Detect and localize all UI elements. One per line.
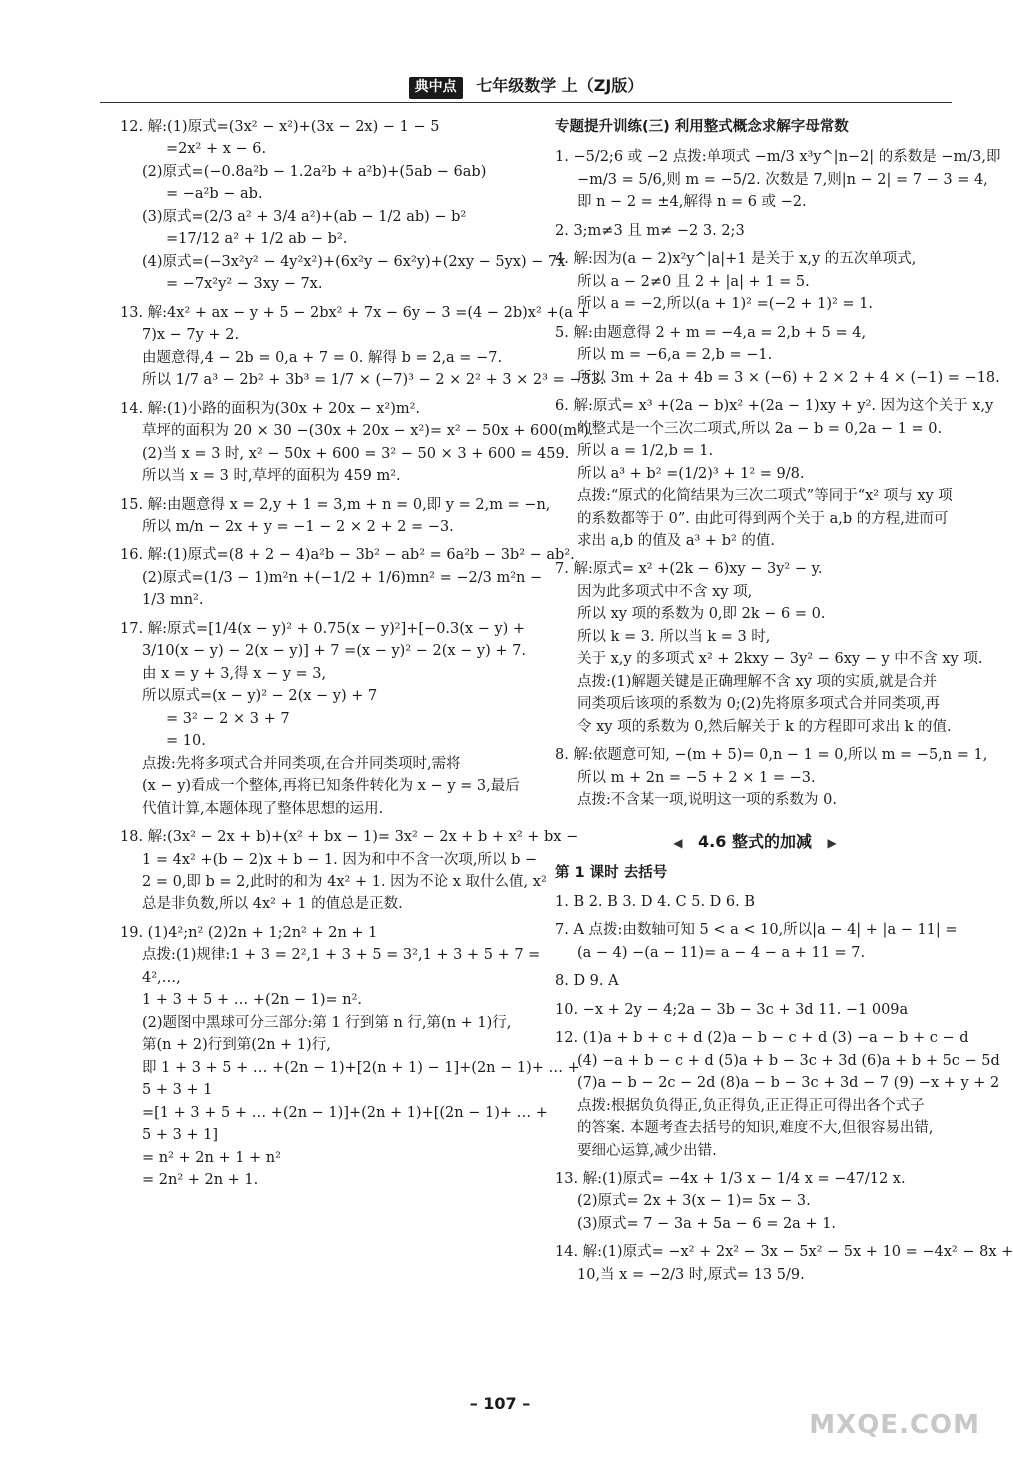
answer-r5 bbox=[555, 322, 1000, 389]
answer-line: 6. 解:原式= x³ +(2a − b)x² +(2a − 1)xy + y². 因为这个关于 x,y bbox=[555, 398, 994, 415]
answer-r7 bbox=[555, 558, 983, 738]
answer-line: (2)原式=(−0.8a²b − 1.2a²b + a²b)+(5ab − 6ab) bbox=[142, 163, 487, 180]
answer-line: = −7x²y² − 3xy − 7x. bbox=[166, 276, 323, 293]
answer-s8 bbox=[555, 970, 955, 992]
answer-line: =2x² + x − 6. bbox=[166, 141, 267, 158]
answer-18 bbox=[120, 826, 579, 916]
answer-line: 17. 解:原式=[1/4(x − y)² + 0.75(x − y)²]+[−0.3(x − y) + bbox=[120, 620, 526, 637]
answer-line: 所以 a − 2≠0 且 2 + |a| + 1 = 5. bbox=[577, 273, 810, 290]
answer-s1 bbox=[555, 891, 955, 913]
hint-line: = n² + 2n + 1 + n² bbox=[142, 1149, 281, 1166]
answer-line: (4)原式=(−3x²y² − 4y²x²)+(6x²y − 6x²y)+(2xy − 5yx) − 7x bbox=[142, 253, 566, 270]
answer-line: 12. 解:(1)原式=(3x² − x²)+(3x − 2x) − 1 − 5 bbox=[120, 119, 440, 135]
hint-line: = 2n² + 2n + 1. bbox=[142, 1172, 259, 1189]
answer-s12 bbox=[555, 1027, 1000, 1162]
answer-line: 5. 解:由题意得 2 + m = −4,a = 2,b + 5 = 4, bbox=[555, 324, 867, 341]
answer-r6 bbox=[555, 395, 994, 552]
answer-line: 7. A 点拨:由数轴可知 5 < a < 10,所以|a − 4| + |a − 11| = bbox=[555, 922, 958, 939]
answer-line: = −a²b − ab. bbox=[166, 186, 263, 203]
answer-line: (2)当 x = 3 时, x² − 50x + 600 = 3² − 50 × 3 + 600 = 459. bbox=[142, 445, 570, 462]
lesson-title: 第 1 课时 去括号 bbox=[555, 865, 668, 882]
answer-line: 4. 解:因为(a − 2)x²y^|a|+1 是关于 x,y 的五次单项式, bbox=[555, 251, 917, 268]
answer-line: (a − 4) −(a − 11)= a − 4 − a + 11 = 7. bbox=[577, 944, 866, 961]
answer-16 bbox=[120, 544, 575, 611]
section-title: 4.6 整式的加减 bbox=[698, 831, 812, 851]
page-number: – 107 – bbox=[469, 1394, 531, 1413]
answer-line: 3/10(x − y) − 2(x − y)] + 7 =(x − y)² − 2(x − y) + 7. bbox=[142, 643, 526, 660]
answer-line: 由 x = y + 3,得 x − y = 3, bbox=[142, 665, 327, 682]
hint-line: 点拨:(1)解题关键是正确理解不含 xy 项的实质,就是合并 bbox=[577, 673, 938, 690]
answer-line: 19. (1)4²;n² (2)2n + 1;2n² + 2n + 1 bbox=[120, 924, 378, 941]
answer-r2 bbox=[555, 220, 955, 242]
section-banner bbox=[555, 830, 955, 855]
answer-line: (2)原式= 2x + 3(x − 1)= 5x − 3. bbox=[577, 1193, 811, 1210]
answer-line: (3)原式=(2/3 a² + 3/4 a²)+(ab − 1/2 ab) − b² bbox=[142, 208, 467, 225]
answer-line: 13. 解:(1)原式= −4x + 1/3 x − 1/4 x = −47/12 x. bbox=[555, 1171, 906, 1188]
answer-14 bbox=[120, 398, 594, 488]
answer-line: 13. 解:4x² + ax − y + 5 − 2bx² + 7x − 6y − 3 =(4 − 2b)x² +(a + bbox=[120, 304, 590, 321]
hint-line: 的系数都等于 0”. 由此可得到两个关于 a,b 的方程,进而可 bbox=[577, 510, 949, 527]
answer-line: 1 = 4x² +(b − 2)x + b − 1. 因为和中不含一次项,所以 b − bbox=[142, 851, 538, 868]
book-title: 七年级数学 上（ZJ版） bbox=[476, 76, 644, 95]
answer-line: (3)原式= 7 − 3a + 5a − 6 = 2a + 1. bbox=[577, 1215, 837, 1232]
answer-line: 14. 解:(1)小路的面积为(30x + 20x − x²)m². bbox=[120, 400, 421, 417]
hint-line: 1 + 3 + 5 + … +(2n − 1)= n². bbox=[142, 992, 363, 1009]
answer-line: =17/12 a² + 1/2 ab − b². bbox=[166, 231, 348, 248]
triangle-right-icon: ▶ bbox=[827, 835, 837, 850]
answer-line: 所以 m/n − 2x + y = −1 − 2 × 2 + 2 = −3. bbox=[142, 518, 454, 535]
answer-r8 bbox=[555, 744, 988, 811]
answer-s10 bbox=[555, 999, 955, 1021]
answer-line: 所以 a³ + b² =(1/2)³ + 1² = 9/8. bbox=[577, 465, 805, 482]
triangle-left-icon: ◀ bbox=[673, 835, 683, 850]
answer-line: 1. −5/2;6 或 −2 点拨:单项式 −m/3 x³y^|n−2| 的系数是 −m/3,即 bbox=[555, 149, 1001, 166]
hint-line: 点拨:(1)规律:1 + 3 = 2²,1 + 3 + 5 = 3²,1 + 3 + 5 + 7 = bbox=[142, 947, 541, 964]
hint-line: 点拨:根据负负得正,负正得负,正正得正可得出各个式子 bbox=[577, 1097, 925, 1114]
answer-line: = 10. bbox=[166, 733, 206, 750]
answer-line: 所以 1/7 a³ − 2b² + 3b³ = 1/7 × (−7)³ − 2 × 2² + 3 × 2³ = −33. bbox=[142, 372, 605, 389]
hint-line: 要细心运算,减少出错. bbox=[577, 1142, 717, 1159]
hint-line: 的答案. 本题考查去括号的知识,难度不大,但很容易出错, bbox=[577, 1120, 934, 1137]
answer-line: 8. 解:依题意可知, −(m + 5)= 0,n − 1 = 0,所以 m = −5,n = 1, bbox=[555, 747, 988, 764]
hint-line: (x − y)看成一个整体,再将已知条件转化为 x − y = 3,最后 bbox=[142, 778, 520, 795]
answer-line: = 3² − 2 × 3 + 7 bbox=[166, 710, 290, 727]
answer-line: 2. 3;m≠3 且 m≠ −2 3. 2;3 bbox=[555, 222, 745, 239]
hint-line: 点拨:先将多项式合并同类项,在合并同类项时,需将 bbox=[142, 755, 461, 772]
hint-line: 代值计算,本题体现了整体思想的运用. bbox=[142, 800, 384, 817]
hint-line: 5 + 3 + 1 bbox=[142, 1082, 213, 1099]
hint-line: 令 xy 项的系数为 0,然后解关于 k 的方程即可求出 k 的值. bbox=[577, 718, 952, 735]
answer-line: 即 n − 2 = ±4,解得 n = 6 或 −2. bbox=[577, 194, 807, 211]
answer-line: 总是非负数,所以 4x² + 1 的值总是正数. bbox=[142, 896, 403, 913]
answer-line: 18. 解:(3x² − 2x + b)+(x² + bx − 1)= 3x² − 2x + b + x² + bx − bbox=[120, 829, 579, 846]
answer-line: 10. −x + 2y − 4;2a − 3b − 3c + 3d 11. −1 009a bbox=[555, 1001, 909, 1018]
answer-line: 所以 m + 2n = −5 + 2 × 1 = −3. bbox=[577, 769, 816, 786]
answer-line: 草坪的面积为 20 × 30 −(30x + 20x − x²)= x² − 50x + 600(m²). bbox=[142, 423, 594, 440]
answer-line: 14. 解:(1)原式= −x² + 2x² − 3x − 5x² − 5x + 10 = −4x² − 8x + bbox=[555, 1244, 1013, 1261]
answer-r4 bbox=[555, 248, 955, 315]
answer-line: 16. 解:(1)原式=(8 + 2 − 4)a²b − 3b² − ab² = 6a²b − 3b² − ab². bbox=[120, 547, 575, 564]
hint-line: 同类项后该项的系数为 0;(2)先将原多项式合并同类项,再 bbox=[577, 696, 940, 713]
watermark: MXQE.COM bbox=[809, 1410, 980, 1440]
answer-line: 7. 解:原式= x² +(2k − 6)xy − 3y² − y. bbox=[555, 561, 823, 578]
answer-line: 所以 a = −2,所以(a + 1)² =(−2 + 1)² = 1. bbox=[577, 296, 874, 313]
answer-line: 8. D 9. A bbox=[555, 973, 619, 990]
answer-s13 bbox=[555, 1168, 955, 1235]
answer-line: 所以 a = 1/2,b = 1. bbox=[577, 443, 714, 460]
answer-line: 10,当 x = −2/3 时,原式= 13 5/9. bbox=[577, 1266, 805, 1283]
answer-line: 的整式是一个三次二项式,所以 2a − b = 0,2a − 1 = 0. bbox=[577, 420, 943, 437]
hint-line: =[1 + 3 + 5 + … +(2n − 1)]+(2n + 1)+[(2n − 1)+ … + bbox=[142, 1104, 548, 1121]
answer-line: 所以原式=(x − y)² − 2(x − y) + 7 bbox=[142, 688, 378, 705]
hint-line: 5 + 3 + 1] bbox=[142, 1127, 219, 1144]
hint-line: 点拨:不含某一项,说明这一项的系数为 0. bbox=[577, 792, 837, 809]
answer-r1 bbox=[555, 146, 1001, 213]
answer-line: (7)a − b − 2c − 2d (8)a − b − 3c + 3d − 7 (9) −x + y + 2 bbox=[577, 1075, 1000, 1092]
answer-line: (4) −a + b − c + d (5)a + b − 3c + 3d (6)a + b + 5c − 5d bbox=[577, 1052, 1000, 1069]
hint-line: 即 1 + 3 + 5 + … +(2n − 1)+[2(n + 1) − 1]+(2n − 1)+ … + bbox=[142, 1059, 580, 1076]
answer-line: 2 = 0,即 b = 2,此时的和为 4x² + 1. 因为不论 x 取什么值, x² bbox=[142, 874, 547, 890]
answer-12 bbox=[120, 116, 566, 296]
answer-s7 bbox=[555, 919, 958, 964]
answer-line: 关于 x,y 的多项式 x² + 2kxy − 3y² − 6xy − y 中不含 xy 项. bbox=[577, 651, 983, 668]
answer-line: 1. B 2. B 3. D 4. C 5. D 6. B bbox=[555, 893, 756, 910]
page-header bbox=[100, 74, 952, 102]
answer-line: 所以 xy 项的系数为 0,即 2k − 6 = 0. bbox=[577, 606, 826, 623]
answer-line: 由题意得,4 − 2b = 0,a + 7 = 0. 解得 b = 2,a = −7. bbox=[142, 349, 503, 366]
answer-line: (2)原式=(1/3 − 1)m²n +(−1/2 + 1/6)mn² = −2/3 m²n − bbox=[142, 569, 543, 586]
answer-17 bbox=[120, 618, 526, 820]
hint-line: 第(n + 2)行到第(2n + 1)行, bbox=[142, 1037, 331, 1054]
answer-line: −m/3 = 5/6,则 m = −5/2. 次数是 7,则|n − 2| = 7 − 3 = 4, bbox=[577, 171, 988, 188]
answer-13 bbox=[120, 302, 605, 392]
hint-line: (2)题图中黑球可分三部分:第 1 行到第 n 行,第(n + 1)行, bbox=[142, 1014, 512, 1031]
answer-15 bbox=[120, 494, 551, 539]
special-training-title: 专题提升训练(三) 利用整式概念求解字母常数 bbox=[555, 119, 849, 135]
answer-line: 所以当 x = 3 时,草坪的面积为 459 m². bbox=[142, 468, 401, 485]
answer-line: 因为此多项式中不含 xy 项, bbox=[577, 583, 753, 600]
book-logo: 典中点 bbox=[409, 77, 463, 99]
hint-line: 4²,…, bbox=[142, 969, 181, 986]
answer-line: 1/3 mn². bbox=[142, 592, 204, 609]
answer-line: 12. (1)a + b + c + d (2)a − b − c + d (3) −a − b + c − d bbox=[555, 1030, 969, 1047]
answer-s14 bbox=[555, 1241, 1013, 1286]
answer-line: 所以 k = 3. 所以当 k = 3 时, bbox=[577, 628, 771, 645]
answer-19 bbox=[120, 922, 580, 1192]
hint-line: 求出 a,b 的值及 a³ + b² 的值. bbox=[577, 532, 776, 549]
right-column bbox=[555, 116, 1013, 1292]
header-divider bbox=[100, 102, 952, 103]
answer-line: 所以 3m + 2a + 4b = 3 × (−6) + 2 × 2 + 4 × (−1) = −18. bbox=[577, 369, 1000, 386]
answer-line: 15. 解:由题意得 x = 2,y + 1 = 3,m + n = 0,即 y = 2,m = −n, bbox=[120, 496, 551, 513]
hint-line: 点拨:“原式的化简结果为三次二项式”等同于“x² 项与 xy 项 bbox=[577, 488, 953, 505]
answer-line: 所以 m = −6,a = 2,b = −1. bbox=[577, 347, 773, 364]
answer-line: 7)x − 7y + 2. bbox=[142, 327, 240, 344]
